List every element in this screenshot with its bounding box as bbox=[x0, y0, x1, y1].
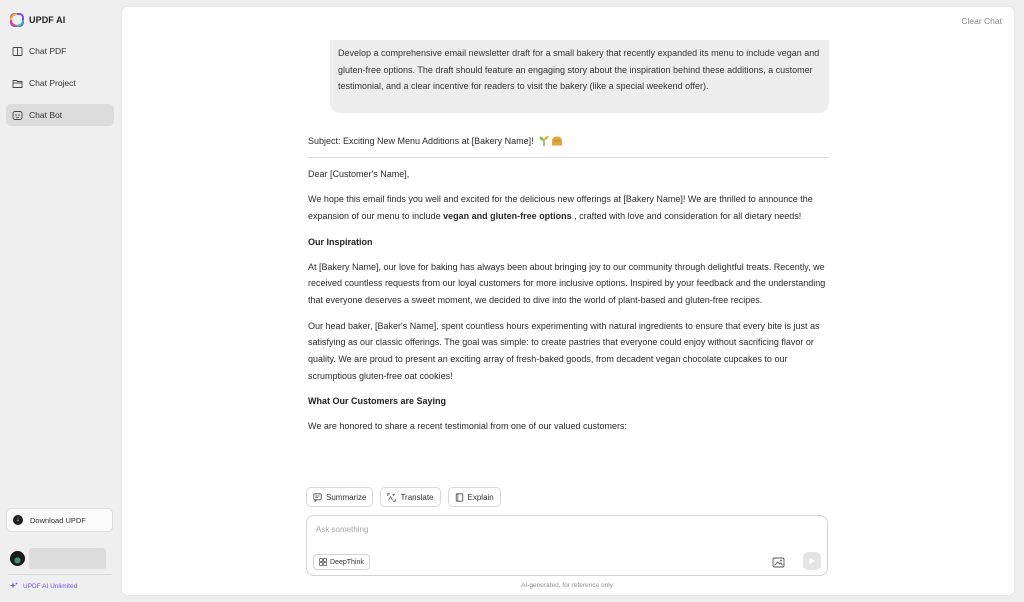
download-updf-button[interactable] bbox=[6, 508, 113, 532]
response-actions bbox=[306, 487, 501, 507]
sparkle-icon bbox=[10, 582, 18, 590]
subject-text: Subject: Exciting New Menu Additions at [Bakery Name]! bbox=[308, 136, 534, 146]
heading-inspiration: Our Inspiration bbox=[308, 236, 373, 247]
chat-panel bbox=[121, 6, 1015, 596]
summarize-icon bbox=[313, 493, 322, 502]
sidebar-item-label: Chat Project bbox=[29, 78, 76, 88]
inspiration-paragraph-2: Our head baker, [Baker's Name], spent countless hours experimenting with natural ingredients to ensure that every bite is just as satisfying as our classic offerings. The goal was simple: to create pastries that everyone could enjoy without sacrificing flavor or quality. We are proud to present an exciting array of fresh-baked goods, from decadent vegan chocolate cupcakes to our scrumptious gluten-free oat cookies! bbox=[308, 320, 820, 381]
intro-bold-text: vegan and gluten-free options bbox=[443, 211, 572, 222]
inspiration-paragraph-1: At [Bakery Name], our love for baking has always been about bringing joy to our community through delightful treats. Recently, we received countless requests from our loyal customers for more inclusive options. Inspired by your feedback and the understanding that everyone deserves a sweet moment, we decided to dive into the world of plant-based and gluten-free recipes. bbox=[308, 261, 826, 306]
intro-paragraph bbox=[308, 191, 829, 225]
brand[interactable] bbox=[10, 11, 65, 29]
intro-text-end: , crafted with love and consideration for all dietary needs! bbox=[574, 211, 802, 222]
subject-divider bbox=[308, 157, 829, 158]
send-button[interactable] bbox=[803, 552, 821, 570]
book-icon bbox=[455, 493, 464, 502]
chat-pdf-icon bbox=[12, 46, 23, 57]
clear-chat-button[interactable]: Clear Chat bbox=[961, 16, 1002, 26]
seedling-icon bbox=[538, 135, 550, 147]
intro-text: We hope this email finds you well and excited for the delicious new offerings at [Bakery Name]! We are thrilled to announce the expansion of our menu to include bbox=[308, 194, 813, 222]
sidebar-item-label: Chat Bot bbox=[29, 110, 63, 120]
download-icon: ↓ bbox=[13, 515, 23, 525]
sidebar-item-chat-bot[interactable] bbox=[6, 104, 114, 126]
bread-icon bbox=[551, 135, 563, 147]
translate-label: Translate bbox=[400, 492, 434, 502]
ai-disclaimer: AI-generated, for reference only bbox=[521, 582, 613, 589]
sidebar-item-chat-pdf[interactable] bbox=[6, 40, 114, 62]
summarize-label: Summarize bbox=[326, 492, 367, 502]
upgrade-unlimited-link[interactable] bbox=[10, 580, 77, 592]
bot-icon bbox=[12, 110, 23, 121]
unlimited-label: UPDF AI Unlimited bbox=[23, 582, 78, 590]
avatar bbox=[10, 551, 25, 566]
image-upload-icon[interactable] bbox=[772, 556, 785, 569]
heading-customers: What Our Customers are Saying bbox=[308, 396, 447, 407]
brand-name: UPDF AI bbox=[29, 15, 66, 25]
sidebar-nav bbox=[6, 40, 114, 136]
user-name-redacted bbox=[29, 548, 106, 569]
user-prompt-text: Develop a comprehensive email newsletter draft for a small bakery that recently expanded its menu to include vegan and gluten-free options. The draft should feature an engaging story about the inspiration behind these additions, a customer testimonial, and a clear incentive for readers to visit the bakery (like a special weekend offer). bbox=[338, 48, 820, 92]
grid-icon bbox=[319, 558, 327, 566]
sidebar-divider bbox=[8, 574, 112, 575]
translate-button[interactable] bbox=[380, 487, 440, 507]
deepthink-label: DeepThink bbox=[330, 558, 364, 566]
customers-paragraph: We are honored to share a recent testimonial from one of our valued customers: bbox=[308, 421, 627, 432]
message-composer bbox=[306, 515, 828, 576]
sidebar bbox=[0, 0, 119, 602]
sidebar-item-chat-project[interactable] bbox=[6, 72, 114, 94]
user-prompt-bubble bbox=[330, 40, 829, 113]
explain-button[interactable] bbox=[448, 487, 501, 507]
updf-logo-icon bbox=[10, 13, 24, 27]
explain-label: Explain bbox=[467, 492, 494, 502]
subject-emojis bbox=[538, 135, 563, 147]
folder-icon bbox=[12, 78, 23, 89]
ai-response bbox=[308, 133, 829, 444]
sidebar-item-label: Chat PDF bbox=[29, 46, 67, 56]
ask-input[interactable] bbox=[316, 522, 756, 536]
download-label: Download UPDF bbox=[30, 515, 86, 525]
greeting: Dear [Customer's Name], bbox=[308, 169, 410, 179]
email-subject bbox=[308, 133, 829, 149]
translate-icon bbox=[387, 493, 396, 502]
deepthink-toggle[interactable] bbox=[313, 554, 370, 570]
user-account[interactable] bbox=[10, 548, 106, 569]
send-icon bbox=[808, 557, 816, 565]
summarize-button[interactable] bbox=[306, 487, 373, 507]
